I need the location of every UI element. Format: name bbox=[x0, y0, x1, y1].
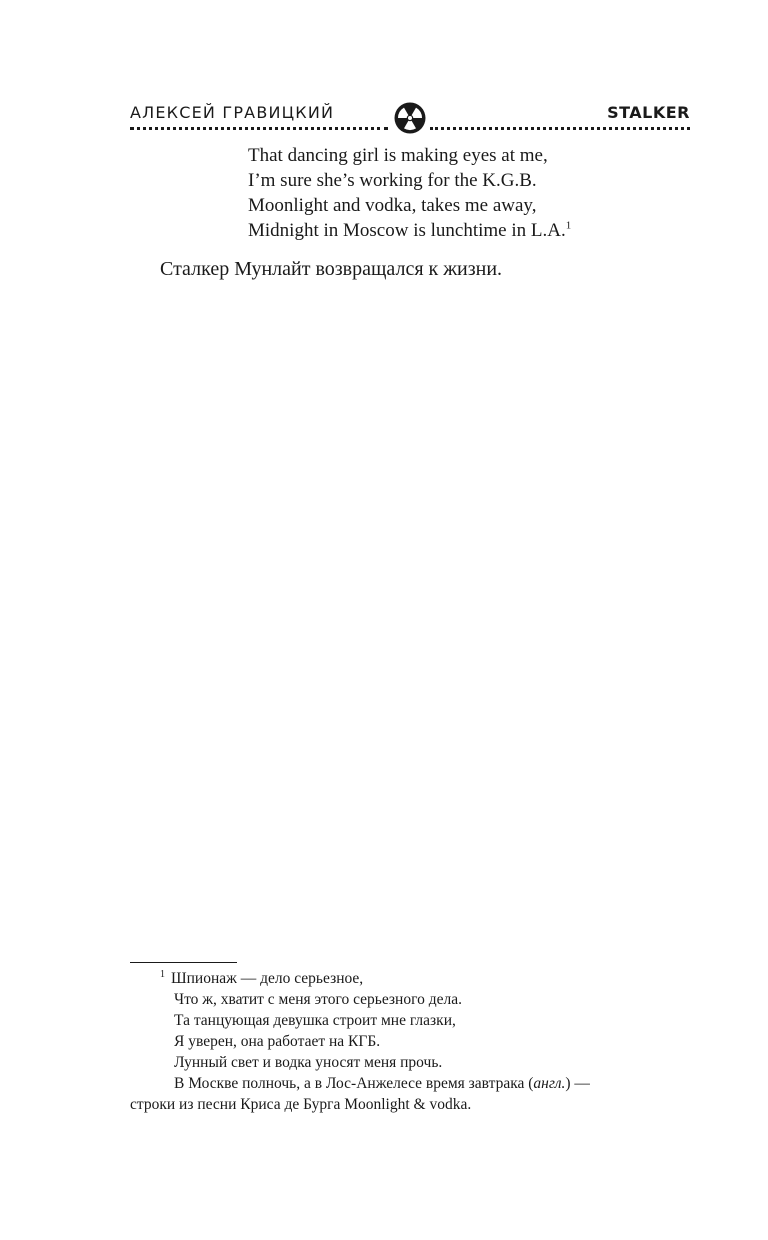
header-series: STALKER bbox=[607, 103, 690, 122]
footnote-text: ) — bbox=[565, 1075, 590, 1092]
header-author: АЛЕКСЕЙ ГРАВИЦКИЙ bbox=[130, 103, 335, 122]
poem-line: I’m sure she’s working for the K.G.B. bbox=[248, 170, 537, 191]
footnote-text: Шпионаж — дело серьезное, bbox=[171, 970, 364, 987]
footnote-text: В Москве полночь, а в Лос-Анжелесе время завтрака ( bbox=[174, 1075, 534, 1092]
footnote-line bbox=[130, 1073, 690, 1094]
footnote-rule bbox=[130, 962, 237, 963]
footnote-line: Я уверен, она работает на КГБ. bbox=[174, 1033, 381, 1050]
footnote-marker: 1 bbox=[160, 968, 165, 980]
poem-line-last bbox=[248, 218, 571, 243]
footnote-line: Лунный свет и водка уносят меня прочь. bbox=[174, 1054, 443, 1071]
footnote bbox=[130, 968, 690, 1115]
footnote-line bbox=[130, 968, 690, 989]
footnote-line: Та танцующая девушка строит мне глазки, bbox=[174, 1012, 456, 1029]
footnote-line: строки из песни Криса де Бурга Moonlight & vodka. bbox=[130, 1096, 472, 1113]
header-dotted-rule-right bbox=[430, 127, 690, 130]
footnote-language-abbrev: англ. bbox=[533, 1075, 566, 1092]
poem-epigraph bbox=[248, 143, 571, 243]
footnote-reference[interactable]: 1 bbox=[565, 219, 572, 232]
poem-line: That dancing girl is making eyes at me, bbox=[248, 145, 548, 166]
header-dotted-rule-left bbox=[130, 127, 388, 130]
poem-line-text: Midnight in Moscow is lunchtime in L.A. bbox=[248, 220, 566, 241]
body-paragraph: Сталкер Мунлайт возвращался к жизни. bbox=[160, 258, 503, 280]
footnote-line: Что ж, хватит с меня этого серьезного дела. bbox=[174, 991, 462, 1008]
running-header bbox=[130, 100, 690, 140]
poem-line: Moonlight and vodka, takes me away, bbox=[248, 195, 537, 216]
radiation-trefoil-icon bbox=[394, 102, 426, 134]
